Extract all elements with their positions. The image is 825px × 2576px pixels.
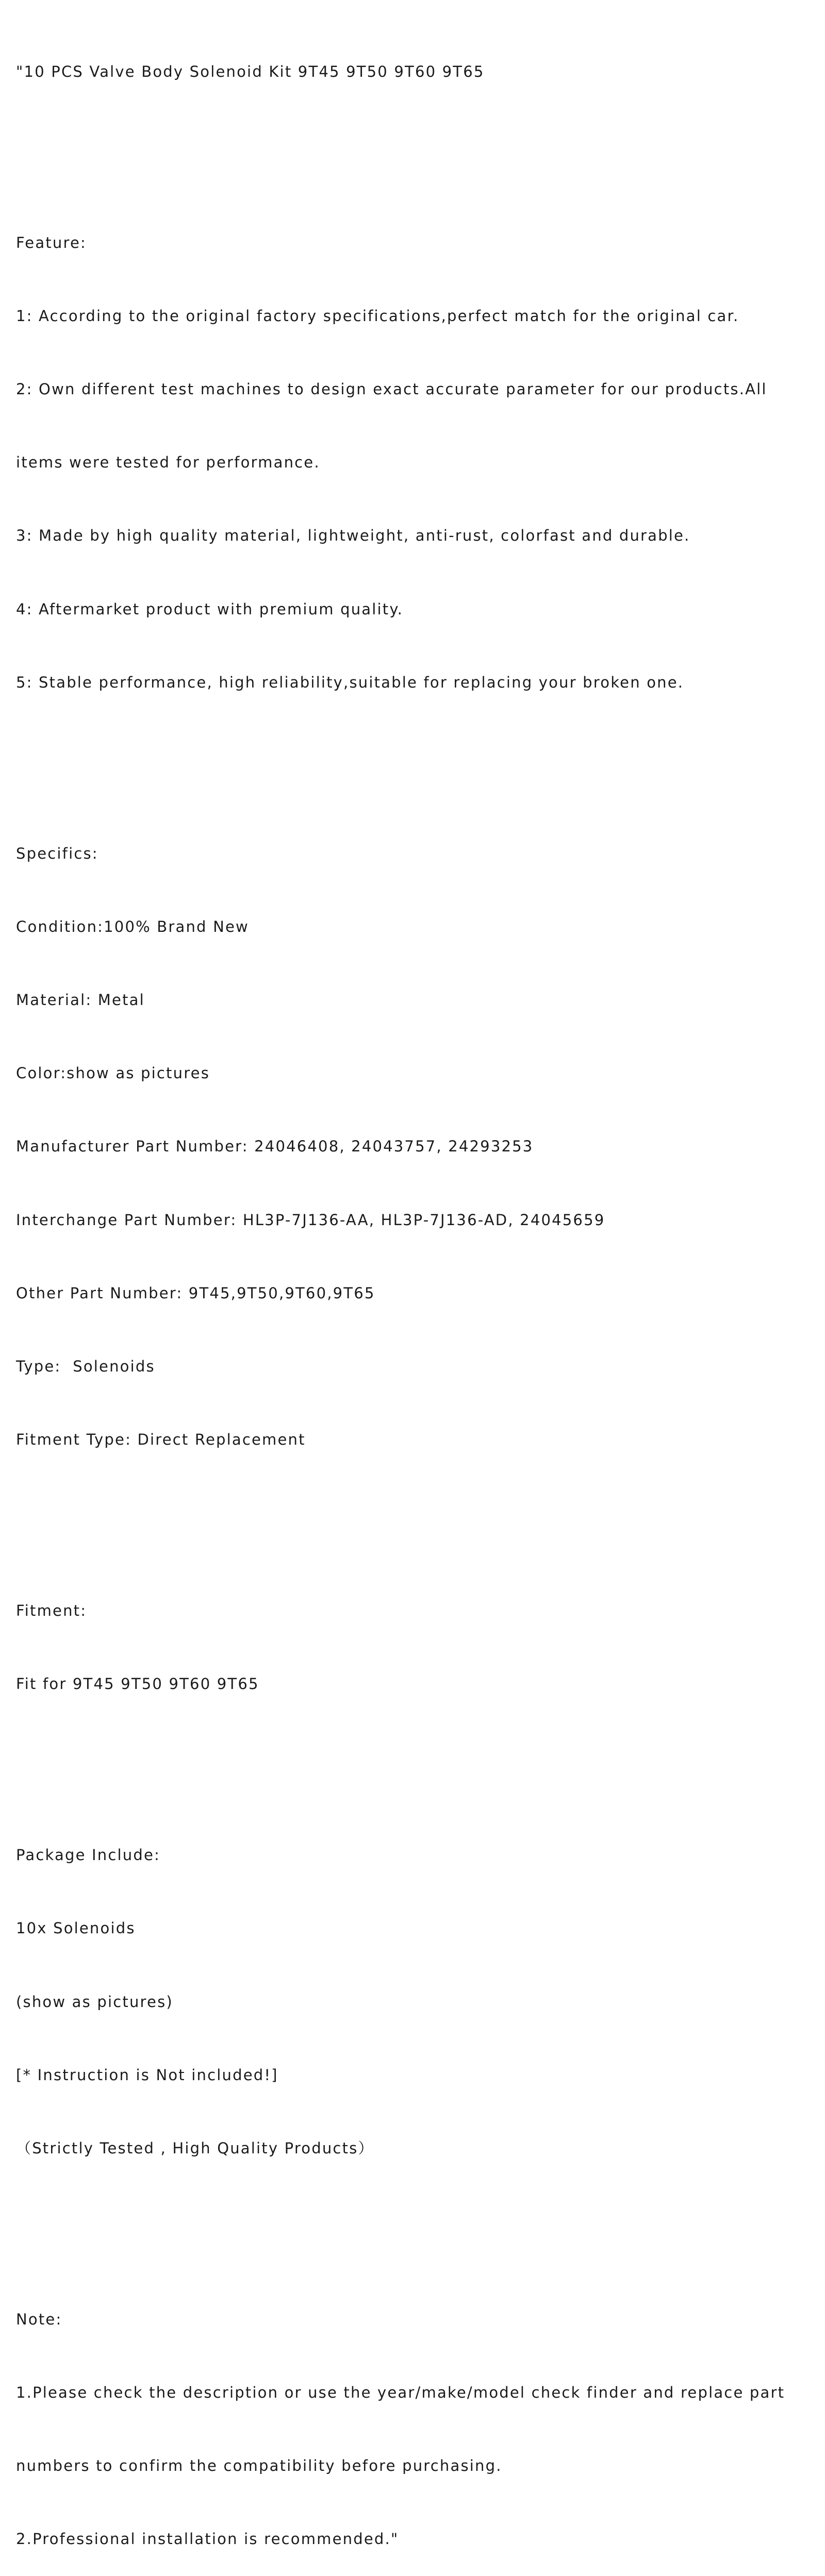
specifics-item: Other Part Number: 9T45,9T50,9T60,9T65 (16, 1284, 375, 1302)
package-item: [* Instruction is Not included!] (16, 2066, 278, 2084)
specifics-item: Interchange Part Number: HL3P-7J136-AA, HL3P-7J136-AD, 24045659 (16, 1211, 605, 1229)
product-description (16, 11, 813, 2576)
product-title: "10 PCS Valve Body Solenoid Kit 9T45 9T50 9T60 9T65 (16, 62, 485, 80)
note-item: 1.Please check the description or use the year/make/model check finder and replace part (16, 2383, 785, 2401)
specifics-item: Manufacturer Part Number: 24046408, 24043757, 24293253 (16, 1138, 534, 1156)
spacer (16, 1746, 813, 1770)
feature-item: 4: Aftermarket product with premium quality. (16, 600, 403, 618)
specifics-item: Color:show as pictures (16, 1064, 210, 1082)
package-item: 10x Solenoids (16, 1919, 136, 1937)
package-item: (show as pictures) (16, 1993, 173, 2011)
feature-heading: Feature: (16, 233, 87, 252)
specifics-item: Type: Solenoids (16, 1358, 155, 1376)
specifics-item: Fitment Type: Direct Replacement (16, 1431, 306, 1449)
fitment-item: Fit for 9T45 9T50 9T60 9T65 (16, 1675, 259, 1693)
feature-item: 1: According to the original factory specifications,perfect match for the original car. (16, 307, 739, 325)
note-heading: Note: (16, 2310, 62, 2328)
fitment-heading: Fitment: (16, 1602, 87, 1620)
specifics-item: Material: Metal (16, 991, 145, 1009)
spacer (16, 744, 813, 768)
spacer (16, 2210, 813, 2234)
feature-item: 3: Made by high quality material, lightweight, anti-rust, colorfast and durable. (16, 527, 690, 545)
feature-item: items were tested for performance. (16, 454, 320, 472)
specifics-item: Condition:100% Brand New (16, 917, 249, 935)
package-item: （Strictly Tested , High Quality Products） (16, 2139, 374, 2157)
feature-item: 5: Stable performance, high reliability,suitable for replacing your broken one. (16, 673, 684, 691)
package-heading: Package Include: (16, 1846, 160, 1864)
note-item: numbers to confirm the compatibility before purchasing. (16, 2457, 502, 2475)
note-item: 2.Professional installation is recommended." (16, 2530, 399, 2548)
spacer (16, 133, 813, 157)
spacer (16, 1501, 813, 1525)
specifics-heading: Specifics: (16, 844, 98, 862)
feature-item: 2: Own different test machines to design exact accurate parameter for our products.All (16, 380, 767, 398)
